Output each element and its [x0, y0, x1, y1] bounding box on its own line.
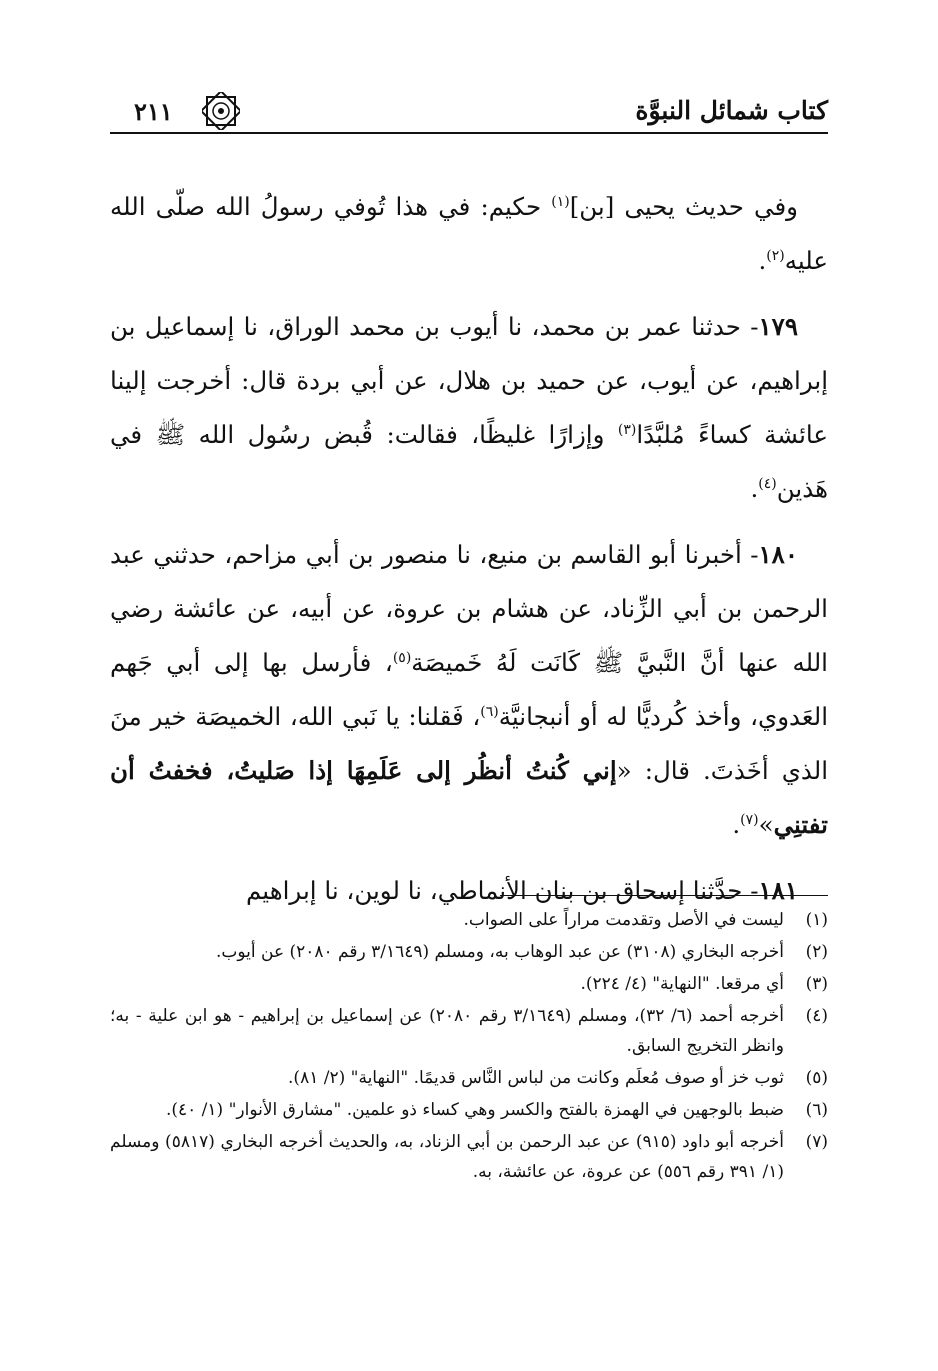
- footnote-ref: (٥): [392, 649, 412, 666]
- text-span: ، فَقلنا: يا نَبي الله، الخميصَة خير منَ الذي أخَذتَ. قال: «: [110, 702, 828, 785]
- page-number: ٢١١: [134, 97, 173, 126]
- footnote-number: (٦): [805, 1100, 828, 1120]
- paragraph: [110, 180, 828, 288]
- header-rule: [110, 132, 828, 134]
- footnote-ref: (٧): [740, 811, 759, 828]
- footnote-text: أخرجه البخاري (٣١٠٨) عن عبد الوهاب به، ومسلم (٣/١٦٤٩ رقم ٢٠٨٠) عن أيوب.: [215, 942, 784, 962]
- footnote-text: ليست في الأصل وتقدمت مراراً على الصواب.: [463, 910, 784, 930]
- footnote-text: ثوب خز أو صوف مُعلَم وكانت من لباس النَّاس قديمًا. "النهاية" (٢/ ٨١).: [288, 1068, 784, 1088]
- text-span: - أخبرنا أبو القاسم بن منيع، نا منصور بن أبي مزاحم، حدثني عبد الرحمن بن أبي الزِّناد، عن هشام بن عروة، عن أبيه، عن عائشة رضي الله عنها أنَّ النَّبيَّ ﷺ كَانَت لَهُ خَميصَة: [110, 540, 828, 677]
- footnote-ref: (٣): [617, 421, 637, 438]
- footnote-text: أي مرقعا. "النهاية" (٤/ ٢٢٤).: [580, 974, 784, 994]
- ornament-icon: [202, 92, 240, 130]
- book-title: كتاب شمائل النبوَّة: [635, 96, 828, 125]
- footnote-ref: (٦): [480, 703, 499, 720]
- footnote-text: ضبط بالوجهين في الهمزة بالفتح والكسر وهي كساء ذو علمين. "مشارق الأنوار" (١/ ٤٠).: [165, 1100, 784, 1120]
- footnote-ref: (٢): [766, 247, 785, 264]
- footnote: [110, 1063, 828, 1093]
- footnote-number: (١): [805, 910, 828, 930]
- hadith-paragraph: [110, 528, 828, 852]
- footnote: [110, 1127, 828, 1187]
- main-text: [110, 180, 828, 930]
- footnote-number: (٣): [805, 974, 828, 994]
- text-span: .: [758, 246, 767, 275]
- text-span: »: [758, 810, 774, 839]
- hadith-paragraph: [110, 300, 828, 516]
- text-span: وإزارًا غليظًا، فقالت: قُبض رسُول الله ﷺ في هَذين: [110, 420, 828, 503]
- text-span: ، فأرسل بها إلى أبي جَهم العَدوي، وأخذ كُرديًّا له أو أنبجانيَّة: [110, 648, 828, 731]
- footnote-rule: [500, 895, 828, 896]
- hadith-number: ١٨١: [758, 876, 798, 905]
- footnote-ref: (١): [551, 193, 570, 210]
- footnote-ref: (٤): [758, 475, 777, 492]
- hadith-number: ١٧٩: [758, 312, 798, 341]
- text-span: وفي حديث يحيى [بن]: [569, 192, 798, 221]
- hadith-number: ١٨٠: [758, 540, 798, 569]
- page-header: [110, 92, 828, 132]
- text-span: - حدثنا عمر بن محمد، نا أيوب بن محمد الوراق، نا إسماعيل بن إبراهيم، عن أيوب، عن حميد بن هلال، عن أبي بردة قال: أخرجت إلينا عائشة كساءً مُلبَّدًا: [110, 312, 828, 449]
- footnote-text: أخرجه أحمد (٦/ ٣٢)، ومسلم (٣/١٦٤٩ رقم ٢٠٨٠) عن إسماعيل بن إبراهيم - هو ابن علية - به؛ وانظر التخريج السابق.: [110, 1006, 784, 1056]
- footnote-number: (٢): [805, 942, 828, 962]
- footnote: [110, 969, 828, 999]
- text-span: .: [750, 474, 759, 503]
- text-span: .: [732, 810, 741, 839]
- footnotes: [110, 905, 828, 1189]
- footnote: [110, 1095, 828, 1125]
- footnote: [110, 1001, 828, 1061]
- footnote-text: أخرجه أبو داود (٩١٥) عن عبد الرحمن بن أبي الزناد، به، والحديث أخرجه البخاري (٥٨١٧) ومسلم (١/ ٣٩١ رقم ٥٥٦) عن عروة، عن عائشة، به.: [110, 1132, 784, 1182]
- footnote: [110, 905, 828, 935]
- footnote-number: (٥): [805, 1068, 828, 1088]
- prophetic-quote: إني كُنتُ أنظُر إلى عَلَمِهَا إذا صَليتُ، فخفتُ أن تفتنِي: [110, 756, 828, 839]
- footnote: [110, 937, 828, 967]
- text-span: - حدَّثنا إسحاق بن بنان الأنماطي، نا لوين، نا إبراهيم: [246, 876, 759, 905]
- footnote-number: (٧): [805, 1132, 828, 1152]
- text-span: حكيم: في هذا تُوفي رسولُ الله صلّى الله عليه: [110, 192, 828, 275]
- footnote-number: (٤): [805, 1006, 828, 1026]
